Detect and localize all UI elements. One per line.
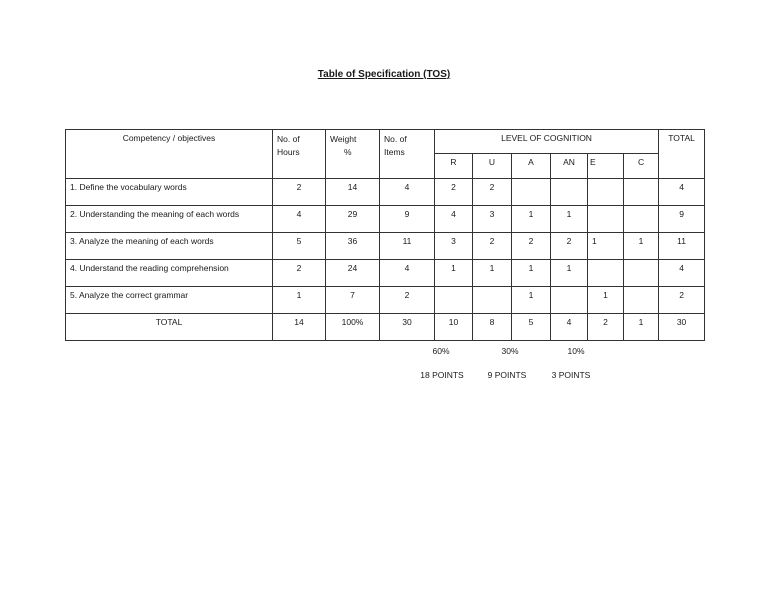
level-r: R	[435, 154, 473, 179]
summary-points-1: 18 POINTS	[420, 370, 464, 380]
r-cell: 2	[435, 179, 473, 206]
header-items-line1: No. of	[384, 134, 407, 144]
e-cell	[588, 179, 624, 206]
summary-percent-3: 10%	[567, 346, 585, 356]
header-level-of-cognition: LEVEL OF COGNITION	[435, 130, 659, 154]
an-cell: 2	[551, 233, 588, 260]
table-row	[66, 179, 705, 206]
u-cell: 3	[473, 206, 512, 233]
header-weight-line2: %	[344, 147, 352, 157]
level-e: E	[588, 154, 624, 179]
hours-cell: 1	[273, 287, 326, 314]
an-cell: 1	[551, 260, 588, 287]
table-row	[66, 287, 705, 314]
total-cell: 11	[659, 233, 705, 260]
header-weight-line1: Weight	[330, 134, 357, 144]
document-title: Table of Specification (TOS)	[317, 69, 451, 80]
table-row	[66, 206, 705, 233]
hours-cell: 2	[273, 260, 326, 287]
header-items	[380, 130, 435, 179]
a-cell: 2	[512, 233, 551, 260]
header-weight	[326, 130, 380, 179]
level-a: A	[512, 154, 551, 179]
objective-cell: 1. Define the vocabulary words	[66, 179, 273, 206]
objective-cell: 2. Understanding the meaning of each words	[66, 206, 273, 233]
a-cell: 1	[512, 206, 551, 233]
totals-weight: 100%	[326, 314, 380, 341]
r-cell: 1	[435, 260, 473, 287]
summary-percent-1: 60%	[432, 346, 450, 356]
objective-cell: 5. Analyze the correct grammar	[66, 287, 273, 314]
items-cell: 2	[380, 287, 435, 314]
level-c: C	[624, 154, 659, 179]
totals-total: 30	[659, 314, 705, 341]
totals-row	[66, 314, 705, 341]
an-cell: 1	[551, 206, 588, 233]
objective-cell: 4. Understand the reading comprehension	[66, 260, 273, 287]
an-cell	[551, 179, 588, 206]
u-cell: 2	[473, 179, 512, 206]
total-cell: 9	[659, 206, 705, 233]
u-cell	[473, 287, 512, 314]
totals-label: TOTAL	[66, 314, 273, 341]
u-cell: 2	[473, 233, 512, 260]
weight-cell: 36	[326, 233, 380, 260]
e-cell: 1	[588, 233, 624, 260]
items-cell: 11	[380, 233, 435, 260]
header-competency: Competency / objectives	[66, 130, 273, 179]
totals-r: 10	[435, 314, 473, 341]
c-cell	[624, 179, 659, 206]
summary-points-3: 3 POINTS	[551, 370, 591, 380]
c-cell: 1	[624, 233, 659, 260]
total-cell: 2	[659, 287, 705, 314]
table-row	[66, 233, 705, 260]
c-cell	[624, 287, 659, 314]
hours-cell: 4	[273, 206, 326, 233]
table-row	[66, 260, 705, 287]
weight-cell: 14	[326, 179, 380, 206]
totals-hours: 14	[273, 314, 326, 341]
e-cell: 1	[588, 287, 624, 314]
summary-percent-2: 30%	[501, 346, 519, 356]
u-cell: 1	[473, 260, 512, 287]
header-total: TOTAL	[659, 130, 705, 179]
r-cell: 3	[435, 233, 473, 260]
totals-e: 2	[588, 314, 624, 341]
totals-an: 4	[551, 314, 588, 341]
a-cell: 1	[512, 287, 551, 314]
weight-cell: 7	[326, 287, 380, 314]
weight-cell: 29	[326, 206, 380, 233]
items-cell: 9	[380, 206, 435, 233]
c-cell	[624, 260, 659, 287]
e-cell	[588, 260, 624, 287]
totals-items: 30	[380, 314, 435, 341]
a-cell: 1	[512, 260, 551, 287]
an-cell	[551, 287, 588, 314]
hours-cell: 5	[273, 233, 326, 260]
header-hours-line2: Hours	[277, 147, 300, 157]
weight-cell: 24	[326, 260, 380, 287]
objective-cell: 3. Analyze the meaning of each words	[66, 233, 273, 260]
totals-c: 1	[624, 314, 659, 341]
summary-points-2: 9 POINTS	[487, 370, 527, 380]
hours-cell: 2	[273, 179, 326, 206]
header-hours	[273, 130, 326, 179]
header-row	[66, 130, 705, 154]
c-cell	[624, 206, 659, 233]
e-cell	[588, 206, 624, 233]
totals-a: 5	[512, 314, 551, 341]
header-items-line2: Items	[384, 147, 405, 157]
level-an: AN	[551, 154, 588, 179]
total-cell: 4	[659, 179, 705, 206]
specification-table	[65, 129, 705, 341]
a-cell	[512, 179, 551, 206]
r-cell	[435, 287, 473, 314]
header-hours-line1: No. of	[277, 134, 300, 144]
level-u: U	[473, 154, 512, 179]
totals-u: 8	[473, 314, 512, 341]
r-cell: 4	[435, 206, 473, 233]
total-cell: 4	[659, 260, 705, 287]
items-cell: 4	[380, 260, 435, 287]
items-cell: 4	[380, 179, 435, 206]
